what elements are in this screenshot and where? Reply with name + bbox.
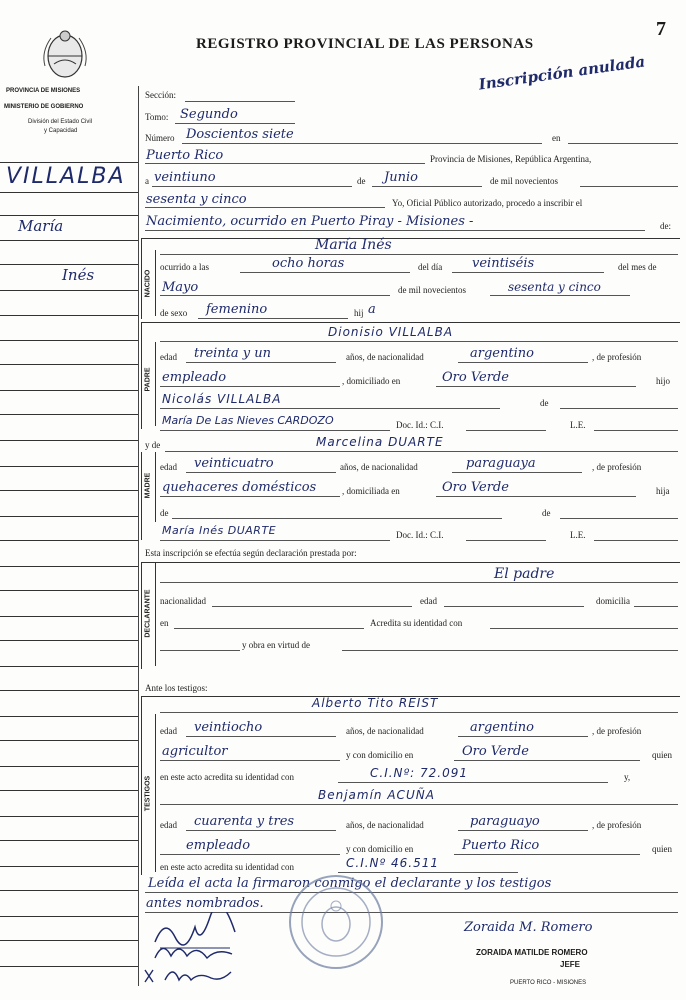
surname: VILLALBA	[6, 164, 126, 189]
t2-doc: C.I.Nº 46.511	[346, 856, 439, 870]
label-anios-nac-madre: años, de nacionalidad	[340, 462, 418, 472]
left-rule	[0, 290, 138, 291]
left-rule	[0, 916, 138, 917]
label-anios-nac-t1: años, de nacionalidad	[346, 726, 424, 736]
left-rule	[0, 590, 138, 591]
label-quien-t1: quien	[652, 750, 672, 760]
madre-nombre: Marcelina DUARTE	[316, 435, 444, 449]
tomo-value: Segundo	[180, 107, 238, 122]
t2-prof: empleado	[186, 838, 251, 853]
label-anios-nac-t2: años, de nacionalidad	[346, 820, 424, 830]
label-con-domicilio-t1: y con domicilio en	[346, 750, 414, 760]
label-acredita: Acredita su identidad con	[370, 618, 463, 628]
document-title: REGISTRO PROVINCIAL DE LAS PERSONAS	[196, 36, 534, 52]
label-edad-t2: edad	[160, 820, 177, 830]
left-rule	[0, 162, 138, 163]
closing-line-1: Leída el acta la firmaron conmigo el declarante y los testigos	[148, 876, 552, 891]
label-a: a	[145, 176, 149, 186]
left-rule	[0, 516, 138, 517]
label-en: en	[552, 133, 561, 143]
first-name: María	[18, 217, 64, 235]
label-tomo: Tomo:	[145, 112, 169, 122]
label-testigos: TESTIGOS	[144, 775, 152, 812]
label-de-madre: de	[160, 508, 169, 518]
footer-name: ZORAIDA MATILDE ROMERO	[476, 948, 588, 957]
label-del-mes: del mes de	[618, 262, 657, 272]
left-rule	[0, 440, 138, 441]
left-rule	[0, 490, 138, 491]
t1-edad: veintiocho	[194, 720, 263, 735]
label-edad-madre: edad	[160, 462, 177, 472]
declarante-block	[141, 562, 680, 669]
madre-dom: Oro Verde	[442, 480, 509, 495]
footer-title: JEFE	[560, 960, 581, 969]
label-ante-testigos: Ante los testigos:	[145, 683, 208, 693]
declarante-value: El padre	[494, 566, 555, 582]
left-rule	[0, 890, 138, 891]
label-domiciliado: , domiciliado en	[342, 376, 401, 386]
label-prof-t2: , de profesión	[592, 820, 642, 830]
label-declarante: DECLARANTE	[144, 589, 152, 638]
label-y-t1: y,	[624, 772, 631, 782]
t1-dom: Oro Verde	[462, 744, 529, 759]
padre-nac: argentino	[470, 346, 534, 361]
padre-padre: Nicolás VILLALBA	[162, 392, 282, 406]
left-rule	[0, 840, 138, 841]
hora-value: ocho horas	[272, 256, 345, 271]
coat-of-arms-icon	[40, 26, 90, 84]
label-y-obra: y obra en virtud de	[242, 640, 310, 650]
hij-suffix: a	[368, 302, 376, 317]
left-rule	[0, 340, 138, 341]
left-rule	[0, 315, 138, 316]
left-rule	[0, 740, 138, 741]
left-header-3: División del Estado Civil	[28, 119, 93, 125]
left-rule	[0, 966, 138, 967]
label-de-colon: de:	[660, 221, 671, 231]
left-rule	[0, 940, 138, 941]
left-rule	[0, 816, 138, 817]
padre-madre: María De Las Nieves CARDOZO	[162, 414, 334, 427]
annulment-stamp: Inscripción anulada	[477, 52, 647, 94]
label-madre: MADRE	[144, 472, 152, 499]
left-rule	[0, 466, 138, 467]
left-rule	[0, 640, 138, 641]
label-del-dia: del día	[418, 262, 443, 272]
label-hij: hij	[354, 308, 364, 318]
sexo-value: femenino	[206, 302, 268, 317]
label-ocurrido: ocurrido a las	[160, 262, 209, 272]
mes-value: Junio	[384, 170, 418, 185]
left-header-1: PROVINCIA DE MISIONES	[6, 88, 81, 94]
label-mil-nov2: de mil novecientos	[398, 285, 466, 295]
nombre-value: María Inés	[315, 237, 392, 253]
official-seal-icon	[286, 872, 386, 972]
left-rule	[0, 716, 138, 717]
label-le: L.E.	[570, 420, 586, 430]
left-rule	[0, 414, 138, 415]
label-edad-t1: edad	[160, 726, 177, 736]
madre-madre: María Inés DUARTE	[162, 524, 277, 537]
label-mil-novecientos: de mil novecientos	[490, 176, 558, 186]
label-provincia: Provincia de Misiones, República Argentina,	[430, 154, 592, 164]
left-header-4: y Capacidad	[44, 128, 78, 134]
label-y-de: de	[540, 398, 549, 408]
label-nacionalidad: nacionalidad	[160, 596, 206, 606]
label-edad-decl: edad	[420, 596, 437, 606]
label-en-este-acto-t2: en este acto acredita su identidad con	[160, 862, 294, 872]
label-esta-inscripcion: Esta inscripción se efectúa según declaración prestada por:	[145, 548, 357, 558]
label-hija: hija	[656, 486, 670, 496]
t2-nac: paraguayo	[470, 814, 540, 829]
madre-nac: paraguaya	[466, 456, 536, 471]
label-le-madre: L.E.	[570, 530, 586, 540]
left-rule	[0, 666, 138, 667]
label-prof-t1: , de profesión	[592, 726, 642, 736]
testigo1-nombre: Alberto Tito REIST	[312, 696, 439, 710]
t2-dom: Puerto Rico	[462, 838, 540, 853]
anio-value: sesenta y cinco	[146, 192, 247, 207]
page-number: 7	[656, 18, 666, 40]
footer-place: PUERTO RICO - MISIONES	[510, 980, 587, 986]
label-seccion: Sección:	[145, 90, 176, 100]
t1-prof: agricultor	[162, 744, 228, 759]
testigo2-nombre: Benjamín ACUÑA	[318, 788, 435, 802]
label-domicilia: domicilia	[596, 596, 630, 606]
label-sexo: de sexo	[160, 308, 188, 318]
nacimiento-value: Nacimiento, ocurrido en Puerto Piray - Misiones -	[146, 214, 474, 229]
left-rule	[0, 566, 138, 567]
second-name: Inés	[62, 266, 95, 284]
label-nacido: NACIDO	[144, 269, 152, 298]
label-edad-padre: edad	[160, 352, 177, 362]
left-rule	[0, 192, 138, 193]
anio-nac-value: sesenta y cinco	[508, 280, 601, 294]
label-numero: Número	[145, 133, 175, 143]
left-column-divider	[138, 86, 139, 986]
left-rule	[0, 690, 138, 691]
padre-edad: treinta y un	[194, 346, 271, 361]
madre-prof: quehaceres domésticos	[162, 480, 317, 495]
left-rule	[0, 264, 138, 265]
lugar-value: Puerto Rico	[146, 148, 224, 163]
label-en-este-acto-t1: en este acto acredita su identidad con	[160, 772, 294, 782]
label-prof-padre: , de profesión	[592, 352, 642, 362]
t1-nac: argentino	[470, 720, 534, 735]
left-rule	[0, 616, 138, 617]
label-doc-id: Doc. Id.: C.I.	[396, 420, 444, 430]
closing-line-2: antes nombrados.	[146, 896, 264, 911]
left-rule	[0, 790, 138, 791]
left-rule	[0, 215, 138, 216]
t2-edad: cuarenta y tres	[194, 814, 295, 829]
left-rule	[0, 540, 138, 541]
dia-value: veintiuno	[154, 170, 216, 185]
label-domiciliada: , domiciliada en	[342, 486, 400, 496]
label-con-domicilio-t2: y con domicilio en	[346, 844, 414, 854]
label-padre: PADRE	[144, 367, 152, 392]
label-yo-oficial: Yo, Oficial Público autorizado, procedo a inscribir el	[392, 198, 583, 208]
label-y-de-madre2: de	[542, 508, 551, 518]
label-hijo: hijo	[656, 376, 671, 386]
left-rule	[0, 390, 138, 391]
signature-left-3	[140, 960, 240, 990]
padre-prof: empleado	[162, 370, 227, 385]
label-prof-madre: , de profesión	[592, 462, 642, 472]
left-header-2: MINISTERIO DE GOBIERNO	[4, 104, 84, 110]
label-en-decl: en	[160, 618, 169, 628]
signature-right: Zoraida M. Romero	[464, 920, 593, 935]
label-anios-nac-padre: años, de nacionalidad	[346, 352, 424, 362]
t1-doc: C.I.Nº: 72.091	[370, 766, 469, 780]
madre-edad: veinticuatro	[194, 456, 274, 471]
mes-nac-value: Mayo	[162, 280, 199, 295]
label-doc-id-madre: Doc. Id.: C.I.	[396, 530, 444, 540]
left-rule	[0, 766, 138, 767]
numero-value: Doscientos siete	[186, 127, 294, 142]
label-quien-t2: quien	[652, 844, 672, 854]
padre-dom: Oro Verde	[442, 370, 509, 385]
label-de: de	[357, 176, 366, 186]
left-rule	[0, 240, 138, 241]
left-rule	[0, 364, 138, 365]
label-y-de-madre: y de	[145, 440, 161, 450]
left-rule	[0, 866, 138, 867]
dia-nac-value: veintiséis	[472, 256, 535, 271]
padre-nombre: Dionisio VILLALBA	[328, 325, 454, 339]
